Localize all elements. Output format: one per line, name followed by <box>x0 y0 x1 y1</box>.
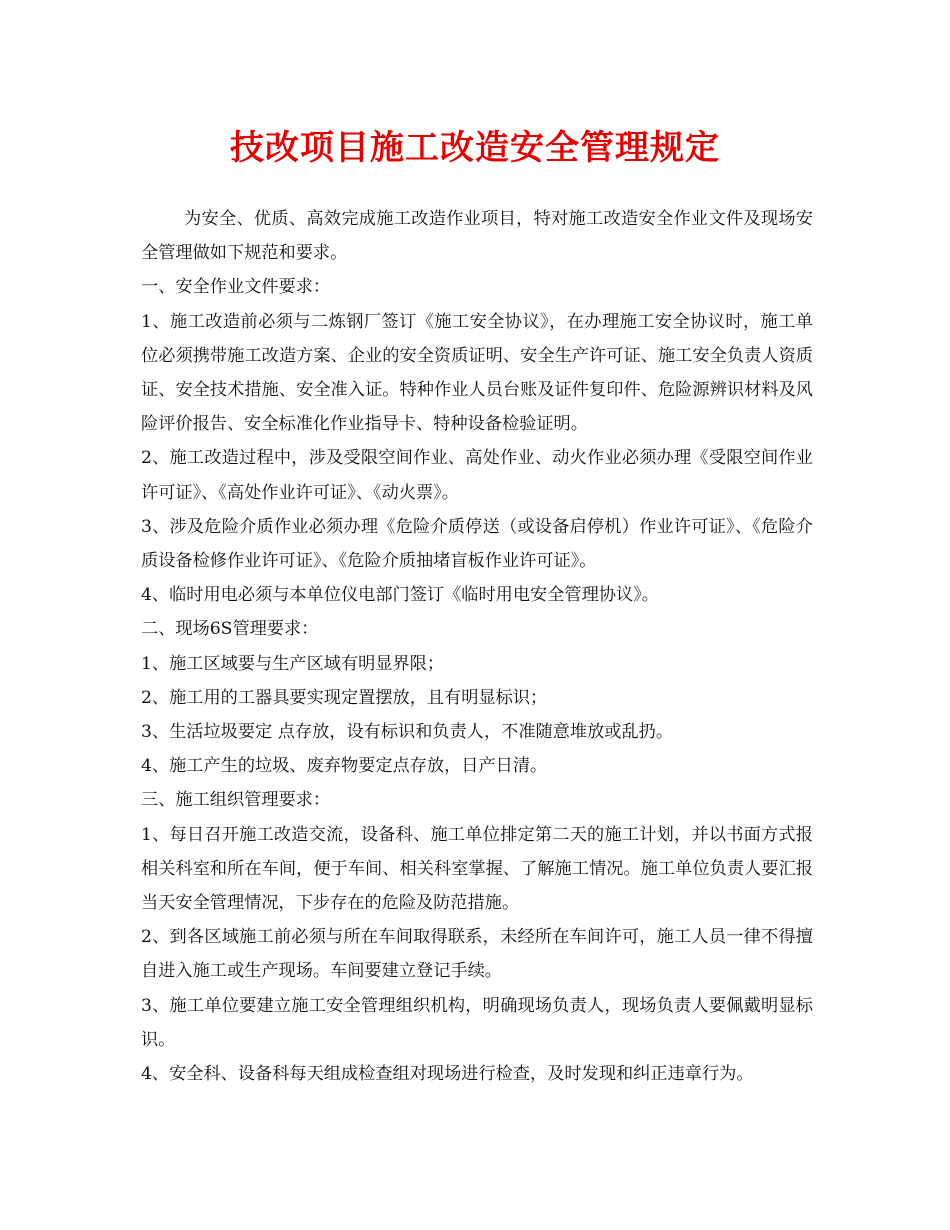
section-heading-1: 一、安全作业文件要求： <box>141 277 331 298</box>
paragraph-1-4: 4、临时用电必须与本单位仪电部门签订《临时用电安全管理协议》。 <box>141 585 659 606</box>
paragraph-3-4: 4、安全科、设备科每天组成检查组对现场进行检查，及时发现和纠正违章行为。 <box>141 1064 754 1085</box>
paragraph-3-2: 2、到各区域施工前必须与所在车间取得联系，未经所在车间许可，施工人员一律不得擅自进入施工或生产现场。车间要建立登记手续。 <box>141 927 813 982</box>
document-title: 技改项目施工改造安全管理规定 <box>230 128 720 168</box>
document-body <box>141 202 813 1091</box>
paragraph-3-3: 3、施工单位要建立施工安全管理组织机构，明确现场负责人，现场负责人要佩戴明显标识。 <box>141 995 813 1050</box>
section-heading-3: 三、施工组织管理要求： <box>141 790 331 811</box>
paragraph-1-1: 1、施工改造前必须与二炼钢厂签订《施工安全协议》，在办理施工安全协议时，施工单位必须携带施工改造方案、企业的安全资质证明、安全生产许可证、施工安全负责人资质证、安全技术措施、安全准入证。特种作业人员台账及证件复印件、危险源辨识材料及风险评价报告、安全标准化作业指导卡、特种设备检验证明。 <box>141 311 813 435</box>
section-heading-2: 二、现场6S管理要求： <box>141 619 319 640</box>
paragraph-intro: 为安全、优质、高效完成施工改造作业项目，特对施工改造安全作业文件及现场安全管理做如下规范和要求。 <box>141 209 813 264</box>
paragraph-2-2: 2、施工用的工器具要实现定置摆放，且有明显标识； <box>141 687 548 708</box>
paragraph-1-3: 3、涉及危险介质作业必须办理《危险介质停送（或设备启停机）作业许可证》、《危险介质设备检修作业许可证》、《危险介质抽堵盲板作业许可证》。 <box>141 516 813 572</box>
paragraph-1-2: 2、施工改造过程中，涉及受限空间作业、高处作业、动火作业必须办理《受限空间作业许可证》、《高处作业许可证》、《动火票》。 <box>141 448 813 503</box>
paragraph-2-4: 4、施工产生的垃圾、废弃物要定点存放，日产日清。 <box>141 756 548 777</box>
paragraph-2-1: 1、施工区域要与生产区域有明显界限； <box>141 653 445 674</box>
paragraph-3-1: 1、每日召开施工改造交流，设备科、施工单位排定第二天的施工计划，并以书面方式报相关科室和所在车间，便于车间、相关科室掌握、了解施工情况。施工单位负责人要汇报当天安全管理情况，下步存在的危险及防范措施。 <box>141 824 813 914</box>
paragraph-2-3: 3、生活垃圾要定 点存放，设有标识和负责人，不准随意堆放或乱扔。 <box>141 722 674 743</box>
